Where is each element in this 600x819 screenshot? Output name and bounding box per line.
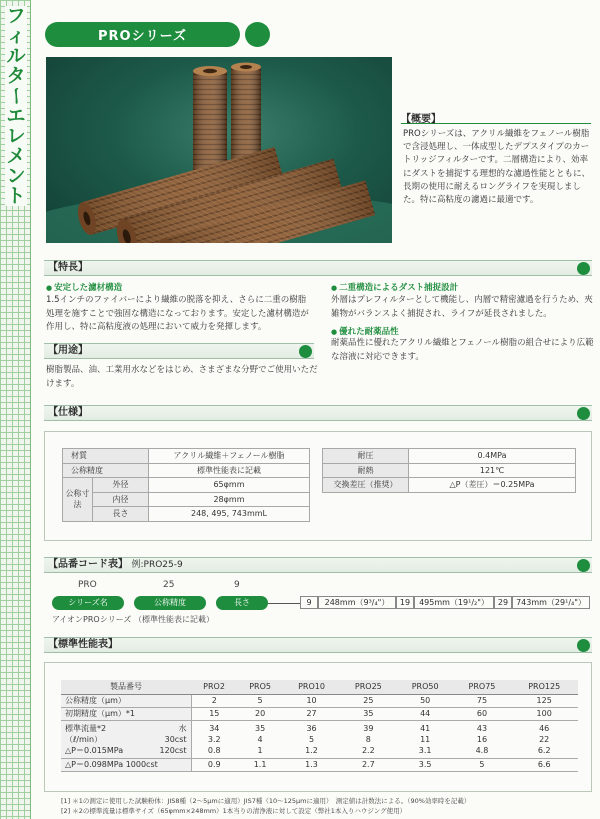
- side-char: ン: [6, 165, 26, 187]
- length-value-1: 248mm（9³/₄"）: [318, 596, 396, 609]
- side-char: メ: [6, 145, 26, 167]
- perf-header-cell: PRO75: [454, 680, 511, 694]
- spec-material-value: アクリル繊維＋フェノール樹脂: [149, 449, 310, 464]
- flow-v: 5: [308, 734, 315, 744]
- performance-heading: 【標準性能表】: [48, 639, 118, 650]
- overview-heading: 【概要】: [401, 110, 591, 124]
- perf-cell: 6.6: [510, 758, 578, 771]
- flow-v: 34: [209, 723, 220, 733]
- perf-flow-label: [61, 720, 191, 758]
- code-heading: 【品番コード表】: [48, 559, 128, 570]
- perf-flow-cell: [454, 720, 511, 758]
- flow-v: 6.2: [537, 745, 551, 755]
- code-dot-icon: [577, 559, 590, 572]
- perf-header-cell: PRO2: [191, 680, 237, 694]
- perf-flow-cell: [340, 720, 397, 758]
- flow-v: 3.1: [418, 745, 432, 755]
- perf-cell: 0.9: [191, 758, 237, 771]
- code-note-accuracy: （標準性能表に記載）: [134, 615, 214, 624]
- code-note-series: アイオンPROシリーズ: [52, 615, 132, 624]
- spec-accuracy-label: 公称精度: [63, 463, 149, 478]
- perf-row-nominal: [61, 694, 578, 707]
- flow-v: 35: [255, 723, 266, 733]
- flow-v: 4.8: [475, 745, 489, 755]
- perf-row-label: △P＝0.098MPa 1000cst: [61, 758, 191, 771]
- code-part-length: 9: [234, 580, 240, 590]
- spec-od-value: 65φmm: [149, 478, 310, 493]
- overview-text: PROシリーズは、アクリル繊維をフェノール樹脂で含浸処理し、一体成型したデプスタイプのカートリッジフィルターです。二層構造により、効率にダストを捕捉する理想的な濾過性能とともに、長期の使用に耐えるロングライフを実現しました。特に高粘度の濾過に最適です。: [403, 129, 591, 206]
- length-code-1: 9: [300, 596, 318, 609]
- perf-cell: 25: [340, 694, 397, 707]
- flow-v: 22: [539, 734, 550, 744]
- perf-cell: 1.3: [283, 758, 340, 771]
- flow-v: 8: [365, 734, 371, 744]
- flow-v: 43: [476, 723, 488, 733]
- flow-label-line: （ℓ/min）: [65, 734, 103, 744]
- side-char: ト: [6, 185, 26, 207]
- flow-label-line: △P＝0.015MPa: [65, 745, 124, 755]
- perf-cell: 5: [237, 694, 283, 707]
- feature-text-3: 耐薬品性に優れたアクリル繊維とフェノール樹脂の組合せにより広範な溶液に対応できます。: [331, 338, 594, 362]
- feature-title-2: ● 二重構造によるダスト捕捉設計: [331, 281, 458, 293]
- feature-text-1: 1.5インチのファイバーにより繊維の脱落を抑え、さらに二重の樹脂処理を施すことで強固な構造になっております。安定した濾材構造が作用し、特に高粘度液の処理において威力を発揮します。: [46, 295, 309, 332]
- code-part-series: PRO: [78, 580, 97, 590]
- pill-series-name: シリーズ名: [52, 596, 124, 610]
- spec-pressure-label: 耐圧: [323, 449, 409, 464]
- perf-header-cell: PRO50: [397, 680, 454, 694]
- performance-header: [44, 637, 592, 653]
- perf-flow-cell: [510, 720, 578, 758]
- spec-material-label: 材質: [63, 449, 149, 464]
- spec-od-label: 外径: [93, 478, 149, 493]
- perf-flow-cell: [237, 720, 283, 758]
- spec-table-left: [62, 448, 310, 522]
- length-value-2: 495mm（19¹/₂"）: [414, 596, 494, 609]
- length-code-3: 29: [494, 596, 512, 609]
- perf-cell: 20: [237, 707, 283, 720]
- code-part-accuracy: 25: [163, 580, 175, 590]
- flow-media: 30cst: [164, 734, 187, 744]
- features-heading: 【特長】: [48, 262, 88, 273]
- feature-text-2: 外層はプレフィルターとして機能し、内層で精密濾過を行うため、夾雑物がバランスよく捕捉され、ライフが延長されました。: [331, 295, 593, 319]
- spec-id-value: 28φmm: [149, 492, 310, 507]
- perf-row-initial: [61, 707, 578, 720]
- spec-diffpress-label: 交換差圧（推奨）: [323, 478, 409, 493]
- flow-v: 4: [257, 734, 263, 744]
- side-char: ィ: [6, 25, 26, 47]
- perf-row-flow: [61, 720, 578, 758]
- length-code-2: 19: [396, 596, 414, 609]
- perf-header-cell: 製品番号: [61, 680, 191, 694]
- uses-header: [44, 343, 314, 359]
- perf-cell: 100: [510, 707, 578, 720]
- perf-header-row: [61, 680, 578, 694]
- side-char: ル: [6, 45, 26, 67]
- side-title: [5, 6, 27, 206]
- perf-cell: 10: [283, 694, 340, 707]
- spec-heading: 【仕様】: [48, 407, 88, 418]
- spec-accuracy-value: 標準性能表に記載: [149, 463, 310, 478]
- series-dot-icon: [245, 22, 270, 47]
- side-char: エ: [6, 105, 26, 127]
- features-dot-icon: [577, 262, 590, 275]
- perf-row-label: 公称精度（μm）: [61, 694, 191, 707]
- perf-row-label: 初期精度（μm）*1: [61, 707, 191, 720]
- flow-label-line: 標準流量*2: [65, 723, 107, 733]
- flow-v: 16: [476, 734, 488, 744]
- perf-cell: 27: [283, 707, 340, 720]
- uses-dot-icon: [299, 345, 312, 358]
- flow-v: 0.8: [207, 745, 221, 755]
- perf-flow-cell: [191, 720, 237, 758]
- code-header: [44, 557, 592, 573]
- flow-v: 1.2: [305, 745, 318, 755]
- spec-header: [44, 405, 592, 421]
- spec-table-right: [322, 448, 576, 493]
- feature-title-3: ● 優れた耐薬品性: [331, 325, 399, 337]
- side-char: タ: [6, 65, 26, 87]
- performance-dot-icon: [577, 639, 590, 652]
- series-tab: PROシリーズ: [45, 22, 240, 47]
- side-char: ー: [5, 86, 27, 106]
- footnote-1: [1] ＊1の測定に使用した試験粉体：JIS8種（2〜5μmに適用）JIS7種（10〜125μmに適用） 測定値は計数法による。（90%効率時を記載）: [61, 797, 471, 805]
- perf-cell: 5: [454, 758, 511, 771]
- flow-v: 2.2: [361, 745, 375, 755]
- flow-v: 11: [420, 734, 431, 744]
- perf-flow-cell: [283, 720, 340, 758]
- flow-v: 46: [539, 723, 550, 733]
- perf-row-1000cst: [61, 758, 578, 771]
- spec-pressure-value: 0.4MPa: [409, 449, 576, 464]
- spec-heat-value: 121℃: [409, 463, 576, 478]
- perf-flow-cell: [397, 720, 454, 758]
- flow-media: 水: [178, 723, 187, 733]
- spec-diffpress-value: △P（差圧）＝0.25MPa: [409, 478, 576, 493]
- perf-cell: 2.7: [340, 758, 397, 771]
- perf-cell: 60: [454, 707, 511, 720]
- pill-accuracy: 公称精度: [134, 596, 206, 610]
- spec-len-label: 長さ: [93, 507, 149, 522]
- product-photo: [46, 57, 392, 243]
- features-header: [44, 260, 592, 276]
- footnote-2: [2] ＊2の標準流量は標準サイズ（65φmm×248mm）1本当りの清浄液に対して設定（弊社1本入りハウジング使用）: [61, 807, 407, 815]
- spec-heat-label: 耐熱: [323, 463, 409, 478]
- perf-header-cell: PRO25: [340, 680, 397, 694]
- flow-v: 36: [306, 723, 317, 733]
- perf-cell: 35: [340, 707, 397, 720]
- perf-cell: 15: [191, 707, 237, 720]
- perf-cell: 1.1: [237, 758, 283, 771]
- side-char: レ: [6, 125, 26, 147]
- perf-header-cell: PRO125: [510, 680, 578, 694]
- uses-heading: 【用途】: [48, 345, 88, 356]
- flow-media: 120cst: [159, 745, 187, 755]
- pill-length: 長さ: [216, 596, 268, 610]
- spec-len-value: 248, 495, 743mmL: [149, 507, 310, 522]
- perf-cell: 125: [510, 694, 578, 707]
- side-char: フ: [6, 5, 26, 27]
- uses-text: 樹脂製品、油、工業用水などをはじめ、さまざまな分野でご使用いただけます。: [46, 365, 318, 389]
- performance-table: [61, 680, 578, 772]
- code-example: 例:PRO25-9: [131, 560, 183, 570]
- perf-cell: 3.5: [397, 758, 454, 771]
- perf-header-cell: PRO5: [237, 680, 283, 694]
- perf-cell: 50: [397, 694, 454, 707]
- flow-v: 39: [363, 723, 374, 733]
- perf-header-cell: PRO10: [283, 680, 340, 694]
- perf-cell: 2: [191, 694, 237, 707]
- side-grid-strip: [0, 0, 31, 819]
- flow-v: 3.2: [207, 734, 221, 744]
- perf-cell: 44: [397, 707, 454, 720]
- spec-dim-label: 公称寸法: [63, 478, 93, 522]
- code-connector-line: [268, 603, 300, 604]
- length-value-3: 743mm（29¹/₄"）: [512, 596, 590, 609]
- perf-cell: 75: [454, 694, 511, 707]
- flow-v: 41: [420, 723, 431, 733]
- flow-v: 1: [257, 745, 263, 755]
- length-code-box: [300, 596, 590, 609]
- feature-title-1: ● 安定した濾材構造: [46, 281, 122, 293]
- spec-dot-icon: [577, 407, 590, 420]
- spec-id-label: 内径: [93, 492, 149, 507]
